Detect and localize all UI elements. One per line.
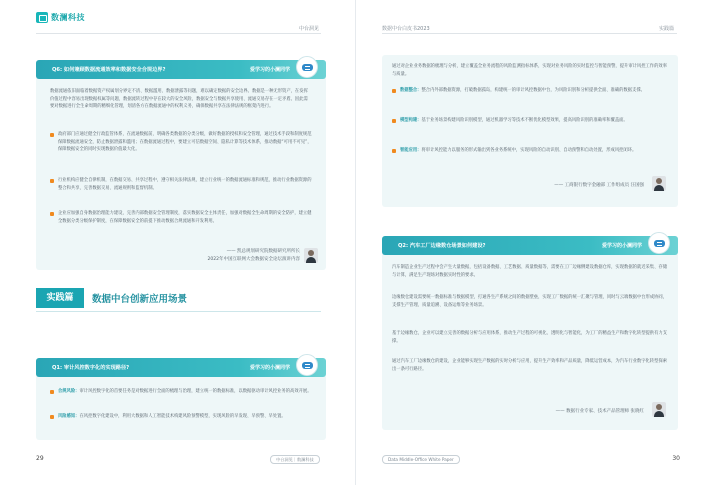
q6-bullet: 政府部门应通过健全行政监管体系，在流通数据前，明确各类数据的分类分级，做好数据的授权和安全管理，通过技术手段和制度规范保障数据流通安全，防止数据泄露和滥用；在数据流通过程中，要建立可信数据空间、隐私计算等技术体系，推动数据“可用不可见”，保障数据安全的同时实现数据价值最大化。: [50, 131, 312, 154]
q6-quote-line1: —— 凯总规划研究院数据研究所所长: [226, 249, 300, 254]
q6-question-bar: [36, 60, 326, 79]
q1-question: Q1: 审计风控数字化的实现路径?: [52, 365, 130, 371]
bullet-label: 数据整合：: [400, 88, 422, 93]
q2-paragraph: 通过汽车工厂边缘数仓的建设，企业能够实现生产数据的实时分析与应用，提升生产效率和产品质量，降低运营成本，为汽车行业数字化转型探索出一条可行路径。: [392, 359, 667, 372]
top-card-quote: —— 工商银行数字金融部 工作组成员 汪国强: [554, 183, 644, 188]
q1-bullet-text: 审计风控数字化的首要任务是对数据进行全面的梳理与治理，建立统一的数据标准，以数据驱动审计风控业务的高效开展。: [79, 389, 312, 394]
q1-continuation-intro: 通过对企业业务数据的梳理与分析，建立覆盖全业务流程的风险监测指标体系，实现对业务风险的实时监控与智能预警，提升审计风控工作的效率与质量。: [392, 64, 667, 77]
q1-card: [36, 358, 326, 440]
footer-label: Data Middle-Office White Paper: [382, 455, 460, 464]
q2-question-bar: [382, 236, 678, 255]
header-divider: [36, 33, 321, 34]
expert-avatar: [652, 402, 666, 417]
footer-label: 中台洞见｜数澜科技: [270, 455, 320, 464]
q1-question-bar: [36, 358, 326, 377]
q2-card: [382, 236, 678, 430]
right-page: [355, 0, 710, 485]
robot-mascot-icon: [296, 56, 318, 78]
expert-avatar: [304, 248, 318, 263]
robot-mascot-icon: [648, 232, 670, 254]
q1-tag: 爱学习的小澜同学: [249, 365, 290, 371]
expert-avatar: [652, 176, 666, 191]
q2-tag: 爱学习的小澜同学: [601, 243, 642, 249]
q1-continuation-bullet: [392, 147, 668, 155]
section-tag: 实践篇: [36, 288, 84, 308]
q1-bullet: [50, 388, 312, 396]
q6-intro: 数据流通依旧面临着数据资产权属划分界定不清、数据滥用、数据泄露等问题，难以确定数据的安全边界。数据是一种无形资产，在发挥价值过程中容易出现数据权属等问题，数据流转过程中存在较大的安全风险，数据安全与数据共享使用、流通交易存在一定矛盾。因此需要对数据进行全生命周期的精细化管理，划清各方在数据流通中的权利义务，确保数据共享在法律法规的框架内进行。: [50, 89, 308, 109]
bullet-label: 智能应用：: [400, 148, 422, 153]
page-number: 29: [36, 455, 44, 462]
section-title: 数据中台创新应用场景: [92, 294, 188, 305]
header-divider: [382, 33, 677, 34]
q1-continuation-bullet: [392, 87, 668, 95]
q6-card: [36, 60, 326, 270]
company-logo: [36, 12, 85, 23]
logo-text: 数澜科技: [51, 13, 85, 22]
q1-continuation-bullet: [392, 117, 668, 125]
q1-bullet: [50, 413, 312, 421]
q2-paragraph: 边缘数仓建设需要统一数据标准与数据模型，打通各生产系统之间的数据壁垒，实现工厂数据的统一汇聚与管理，同时与云端数据中台形成协同，支撑生产管理、质量追溯、设备运维等业务场景。: [392, 295, 667, 308]
q2-question: Q2: 汽车工厂边缘数仓场景如何建设?: [398, 243, 486, 249]
bullet-text: 将审计风控能力以服务的形式输出到各业务系统中，实现风险的自动识别、自动预警和自动处置，形成风控闭环。: [421, 148, 637, 153]
header-doc-title: 数据中台白皮书2023: [382, 26, 430, 32]
q2-quote: —— 数据行业专家、技术产品管理师 张晓红: [555, 409, 644, 414]
robot-mascot-icon: [296, 354, 318, 376]
q6-question: Q6: 如何兼顾数据流通效率和数据安全合规边界?: [52, 67, 166, 73]
bullet-text: 基于业务场景构建风险识别模型，通过机器学习等技术不断优化模型效果，提高风险识别的准确率和覆盖面。: [421, 118, 628, 123]
q6-quote: [80, 248, 300, 264]
q1-continuation-card: [382, 55, 678, 207]
q1-bullet-label: 风险感知：: [58, 414, 80, 419]
page-number: 30: [672, 455, 680, 462]
header-section-label: 实践篇: [658, 26, 674, 32]
q1-bullet-label: 合规风险：: [58, 389, 80, 394]
q6-tag: 爱学习的小澜同学: [249, 67, 290, 73]
bullet-text: 整合内外部数据资源，打破数据孤岛，构建统一的审计风控数据中台，为风险识别和分析提供全面、准确的数据支撑。: [421, 88, 645, 93]
header-section-label: 中台洞见: [298, 26, 319, 32]
q2-paragraph: 基于边缘数仓，企业可以建立完善的数据分析与应用体系，推动生产过程的可视化、透明化与智能化，为工厂的精益生产和数字化转型提供有力支撑。: [392, 331, 667, 344]
q6-bullet: 行业机构应健全自律机制，在数据交易、共享过程中，遵守相关法律法规，建立行业统一的数据流通标准和规范，推动行业数据资源的整合和共享，完善数据交易、流通规则和监督机制。: [50, 177, 312, 192]
q2-paragraph: 汽车制造企业生产过程中会产生大量数据，包括设备数据、工艺数据、质量数据等，需要在工厂边缘侧建设数据仓库，实现数据的就近采集、存储与计算，满足生产现场对数据实时性的要求。: [392, 265, 667, 278]
bullet-label: 模型构建：: [400, 118, 422, 123]
q6-bullet: 企业应加强自身数据治理能力建设，完善内部数据安全管理制度，落实数据安全主体责任，加强对数据全生命周期的安全防护，建立健全数据分类分级保护制度，在保障数据安全的前提下推动数据合规流通和开发利用。: [50, 210, 312, 225]
section-divider: [36, 311, 321, 312]
q6-quote-line2: 2022年中国互联网大会数据安全论坛演讲内容: [207, 257, 300, 262]
logo-mark-icon: [36, 12, 48, 23]
q1-bullet-text: 在风控数字化建设中，利用大数据和人工智能技术构建风险预警模型，实现风险的早发现、早预警、早处置。: [79, 414, 286, 419]
